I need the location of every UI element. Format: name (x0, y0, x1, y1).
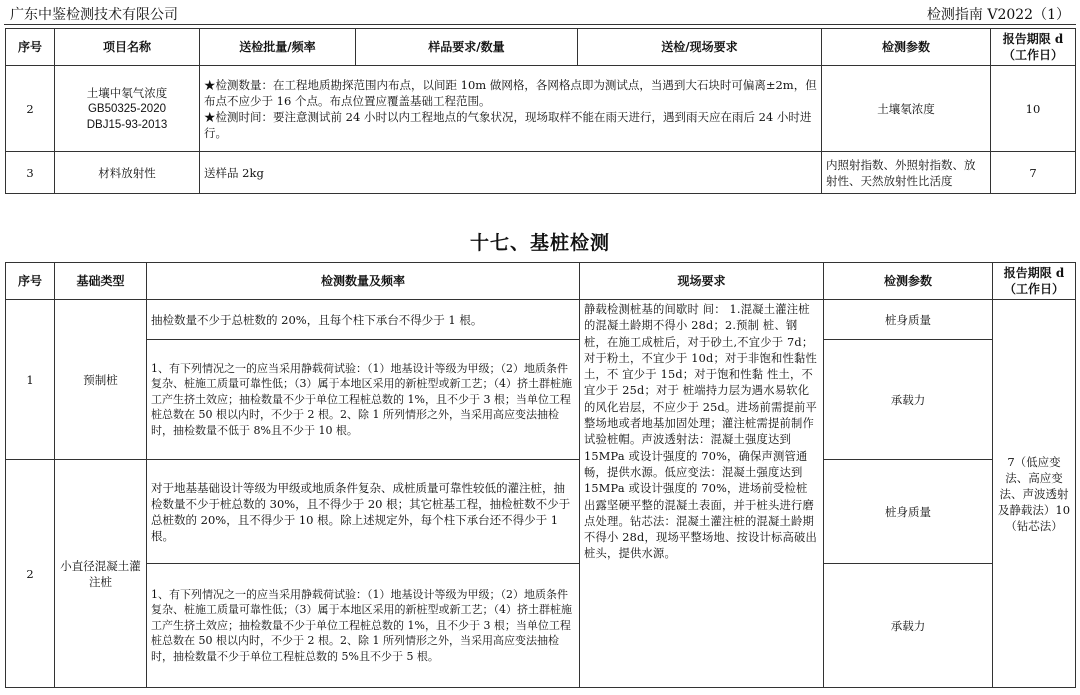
foundation-type: 预制桩 (55, 300, 147, 460)
item-description: 送样品 2kg (200, 152, 822, 194)
col-header: 现场要求 (580, 263, 824, 300)
test-frequency: 对于地基基础设计等级为甲级或地质条件复杂、成桩质量可靠性较低的灌注桩，抽检数量不少于桩总数的 30%，且不得少于 20 根；其它桩基工程，抽检桩数不少于总桩数的 20%，且不得少于 10 根。除上述规定外，每个柱下承台还不得少于 1 根。 (147, 460, 580, 564)
report-period: 7 (991, 152, 1076, 194)
test-parameter: 桩身质量 (824, 300, 993, 340)
col-header: 送检批量/频率 (200, 29, 356, 66)
table-header-row (6, 263, 1076, 300)
standard-code: GB50325-2020 (87, 102, 166, 115)
item-name: 材料放射性 (55, 152, 200, 194)
test-frequency: 1、有下列情况之一的应当采用静载荷试验：（1）地基设计等级为甲级；（2）地质条件复杂、桩施工质量可靠性低；（3）属于本地区采用的新桩型或新工艺；（4）挤土群桩施工产生挤土效应；抽检数量不少于单位工程桩总数的 1%，且不少于 3 根；当单位工程桩总数在 50 根以内时，不少于 2 根。2、除 1 所列情形之外，当采用高应变法抽检时，抽检数量不低于 8%且不少于 10 根。 (147, 340, 580, 460)
table-header-row (6, 29, 1076, 66)
table-row (6, 340, 1076, 460)
table-row (6, 300, 1076, 340)
col-header: 检测参数 (824, 263, 993, 300)
report-period: 10 (991, 66, 1076, 152)
company-name: 广东中鉴检测技术有限公司 (10, 7, 178, 23)
test-parameter: 承载力 (824, 340, 993, 460)
description-line: ★检测时间：要注意测试前 24 小时以内工程地点的气象状况，现场取样不能在雨天进行，遇到雨天应在雨后 24 小时进行。 (204, 109, 812, 140)
page-header (4, 0, 1076, 25)
row-number: 2 (6, 66, 55, 152)
test-parameter: 内照射指数、外照射指数、放射性、天然放射性比活度 (822, 152, 991, 194)
section-title: 十七、基桩检测 (469, 232, 610, 254)
test-frequency: 1、有下列情况之一的应当采用静载荷试验：（1）地基设计等级为甲级；（2）地质条件复杂、桩施工质量可靠性低；（3）属于本地区采用的新桩型或新工艺；（4）挤土群桩施工产生挤土效应；抽检数量不少于单位工程桩总数的 1%，且不少于 3 根；当单位工程桩总数在 50 根以内时，不少于 2 根。2、除 1 所列情形之外，当采用高应变法抽检时，抽检数量不少于单位工程桩总数的 5%且不少于 5 根。 (147, 564, 580, 688)
col-header: 序号 (6, 29, 55, 66)
col-header: 报告期限 d（工作日） (991, 29, 1076, 66)
col-header: 送检/现场要求 (578, 29, 822, 66)
row-number: 2 (6, 460, 55, 688)
standard-code: DBJ15-93-2013 (86, 118, 168, 131)
col-header: 检测数量及频率 (147, 263, 580, 300)
radon-radiation-table (5, 28, 1076, 194)
row-number: 3 (6, 152, 55, 194)
col-header: 样品要求/数量 (356, 29, 578, 66)
description-line: ★检测数量：在工程地质勘探范围内布点，以间距 10m 做网格，各网格点即为测试点，当遇到大石块时可偏离±2m，但布点不应少于 16 个点。布点位置应覆盖基础工程范围。 (204, 77, 817, 108)
col-header: 检测参数 (822, 29, 991, 66)
item-description (200, 66, 822, 152)
foundation-type: 小直径混凝土灌注桩 (55, 460, 147, 688)
col-header: 基础类型 (55, 263, 147, 300)
col-header: 报告期限 d（工作日） (993, 263, 1076, 300)
col-header: 项目名称 (55, 29, 200, 66)
pile-testing-table (5, 262, 1076, 688)
row-number: 1 (6, 300, 55, 460)
col-header: 序号 (6, 263, 55, 300)
test-parameter: 承载力 (824, 564, 993, 688)
document-title: 检测指南 V2022（1） (926, 7, 1070, 23)
test-parameter: 桩身质量 (824, 460, 993, 564)
test-parameter: 土壤氡浓度 (822, 66, 991, 152)
test-frequency: 抽检数量不少于总桩数的 20%，且每个柱下承台不得少于 1 根。 (147, 300, 580, 340)
item-name: 土壤中氡气浓度 (86, 85, 168, 100)
table-row (6, 564, 1076, 688)
table-row (6, 152, 1076, 194)
item-name-cell (55, 66, 200, 152)
field-requirements: 静载检测桩基的间歇时 间： 1.混凝土灌注桩的混凝土龄期不得小 28d；2.预制 桩、钢桩，在施工成桩后，对于砂土,不宜少于 7d；对于粉土，不宜少于 10d；对于非饱和性黏性土，不 宜少于 15d；对于饱和性黏 性土，不宜少于 25d；对于 桩端持力层为遇水易软化的风化岩层，不应少于 25d。进场前需提前平整场地或者地基加固处理；灌注桩需提前制作试验桩帽。声波透射法：混凝土强度达到15MPa 或设计强度的 70%，确保声测管通畅，提供水源。低应变法：混凝土强度达到 15MPa 或设计强度的 70%，进场前受检桩出露坚硬平整的混凝土表面，并于桩头进行磨点处理。钻芯法：混凝土灌注桩的混凝土龄期不得小 28d，现场平整场地、按设计标高破出桩头，提供水源。 (580, 300, 824, 688)
report-period: 7（低应变法、高应变法、声波透射及静载法）10（钻芯法） (993, 300, 1076, 688)
table-row (6, 460, 1076, 564)
table-row (6, 66, 1076, 152)
